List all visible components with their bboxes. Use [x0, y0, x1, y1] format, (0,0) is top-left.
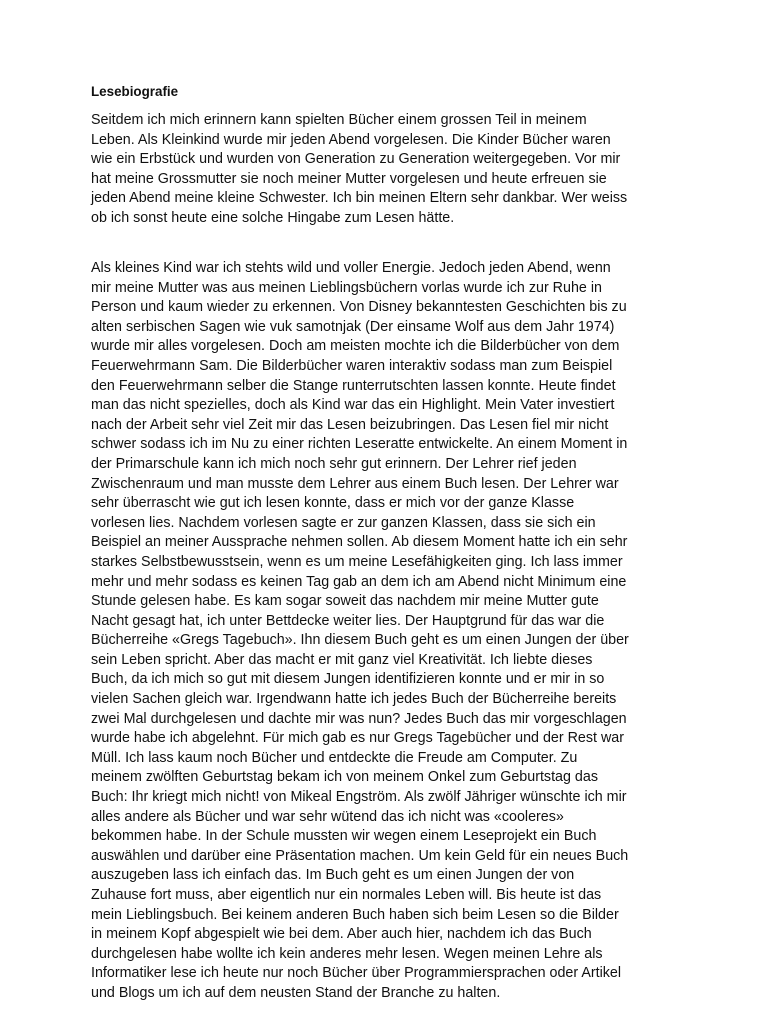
text-line: hat meine Grossmutter sie noch meiner Mutter vorgelesen und heute erfreuen sie — [91, 170, 607, 187]
text-line: Buch, da ich mich so gut mit diesem Jungen identifizieren konnte und er mir in so — [91, 671, 605, 688]
text-line: den Feuerwehrmann selber die Stange runterrutschten lassen konnte. Heute findet — [91, 377, 616, 394]
text-line: sein Leben spricht. Aber das macht er mit ganz viel Kreativität. Ich liebte dieses — [91, 651, 593, 668]
text-line: nach der Arbeit sehr viel Zeit mir das Lesen beizubringen. Das Lesen fiel mir nicht — [91, 416, 609, 433]
document-title: Lesebiografie — [91, 84, 179, 99]
text-line: Zwischenraum und man musste dem Lehrer aus einem Buch lesen. Der Lehrer war — [91, 475, 619, 492]
text-line: alles andere als Bücher und war sehr wütend das ich nicht was «cooleres» — [91, 808, 564, 825]
text-line: schwer sodass ich im Nu zu einer richten Leseratte entwickelte. An einem Moment in — [91, 436, 628, 453]
text-line: Leben. Als Kleinkind wurde mir jeden Abend vorgelesen. Die Kinder Bücher waren — [91, 131, 611, 148]
text-line: Als kleines Kind war ich stehts wild und voller Energie. Jedoch jeden Abend, wenn — [91, 260, 611, 276]
text-line: Seitdem ich mich erinnern kann spielten Bücher einem grossen Teil in meinem — [91, 112, 587, 128]
text-line: Feuerwehrmann Sam. Die Bilderbücher waren interaktiv sodass man zum Beispiel — [91, 357, 613, 374]
paragraph-main — [91, 259, 629, 1004]
text-line: mehr und mehr sodass es keinen Tag gab an dem ich am Abend nicht Minimum eine — [91, 573, 627, 590]
text-line: sehr überrascht wie gut ich lesen konnte, dass er mich vor der ganze Klasse — [91, 495, 575, 512]
text-line: auswählen und darüber eine Präsentation machen. Um kein Geld für ein neues Buch — [91, 847, 629, 864]
text-line: jeden Abend meine kleine Schwester. Ich bin meinen Eltern sehr dankbar. Wer weiss — [91, 190, 628, 207]
text-line: meinem zwölften Geburtstag bekam ich von meinem Onkel zum Geburtstag das — [91, 769, 598, 786]
text-line: Buch: Ihr kriegt mich nicht! von Mikeal Engström. Als zwölf Jähriger wünschte ich mir — [91, 789, 627, 806]
text-line: und Blogs um ich auf dem neusten Stand der Branche zu halten. — [91, 984, 501, 1001]
paragraph-intro — [91, 111, 627, 229]
text-line: Zuhause fort muss, aber eigentlich nur ein normales Leben will. Bis heute ist das — [91, 887, 602, 903]
text-line: in meinem Kopf abgespielt wie bei dem. Aber auch hier, nachdem ich das Buch — [91, 926, 592, 943]
text-line: der Primarschule kann ich mich noch sehr gut erinnern. Der Lehrer rief jeden — [91, 455, 577, 472]
text-line: Bücherreihe «Gregs Tagebuch». Ihn diesem Buch geht es um einen Jungen der über — [91, 632, 629, 649]
text-line: zwei Mal durchgelesen und dachte mir was nun? Jedes Buch das mir vorgeschlagen — [91, 710, 627, 727]
text-line: starkes Selbstbewusstsein, wenn es um meine Lesefähigkeiten ging. Ich lass immer — [91, 553, 623, 570]
text-line: ob ich sonst heute eine solche Hingabe zum Lesen hätte. — [91, 209, 455, 226]
text-line: Beispiel an meiner Aussprache nehmen sollen. Ab diesem Moment hatte ich ein sehr — [91, 534, 628, 551]
text-line: mir meine Mutter was aus meinen Lieblingsbüchern vorlas wurde ich zur Ruhe in — [91, 279, 602, 296]
text-line: mein Lieblingsbuch. Bei keinem anderen Buch haben sich beim Lesen so die Bilder — [91, 906, 619, 923]
text-line: Informatiker lese ich heute nur noch Bücher über Programmiersprachen oder Artikel — [91, 965, 622, 982]
text-line: wie ein Erbstück und wurden von Generation zu Generation weitergegeben. Vor mir — [91, 151, 621, 168]
text-line: wurde mir alles vorgelesen. Doch am meisten mochte ich die Bilderbücher von dem — [91, 338, 620, 355]
text-line: alten serbischen Sagen wie vuk samotnjak (Der einsame Wolf aus dem Jahr 1974) — [91, 318, 615, 335]
text-line: Nacht gesagt hat, ich unter Bettdecke weiter lies. Der Hauptgrund für das war die — [91, 612, 605, 629]
text-line: vorlesen lies. Nachdem vorlesen sagte er zur ganzen Klassen, dass sie sich ein — [91, 514, 596, 531]
text-line: man das nicht spezielles, doch als Kind war das ein Highlight. Mein Vater investiert — [91, 397, 615, 414]
text-line: vielen Sachen gleich war. Irgendwann hatte ich jedes Buch der Bücherreihe bereits — [91, 691, 617, 708]
text-line: Müll. Ich lass kaum noch Bücher und entdeckte die Freude am Computer. Zu — [91, 749, 578, 766]
text-line: auszugeben lass ich einfach das. Im Buch geht es um einen Jungen der von — [91, 867, 575, 884]
text-line: bekommen habe. In der Schule mussten wir wegen einem Leseprojekt ein Buch — [91, 828, 597, 845]
text-line: durchgelesen habe wollte ich kein anderes mehr lesen. Wegen meinen Lehre als — [91, 945, 603, 962]
text-line: Person und kaum wieder zu erkennen. Von Disney bekanntesten Geschichten bis zu — [91, 299, 627, 316]
text-line: Stunde gelesen habe. Es kam sogar soweit das nachdem mir meine Mutter gute — [91, 593, 599, 610]
text-line: wurde habe ich abgelehnt. Für mich gab es nur Gregs Tagebücher und der Rest war — [91, 730, 624, 747]
